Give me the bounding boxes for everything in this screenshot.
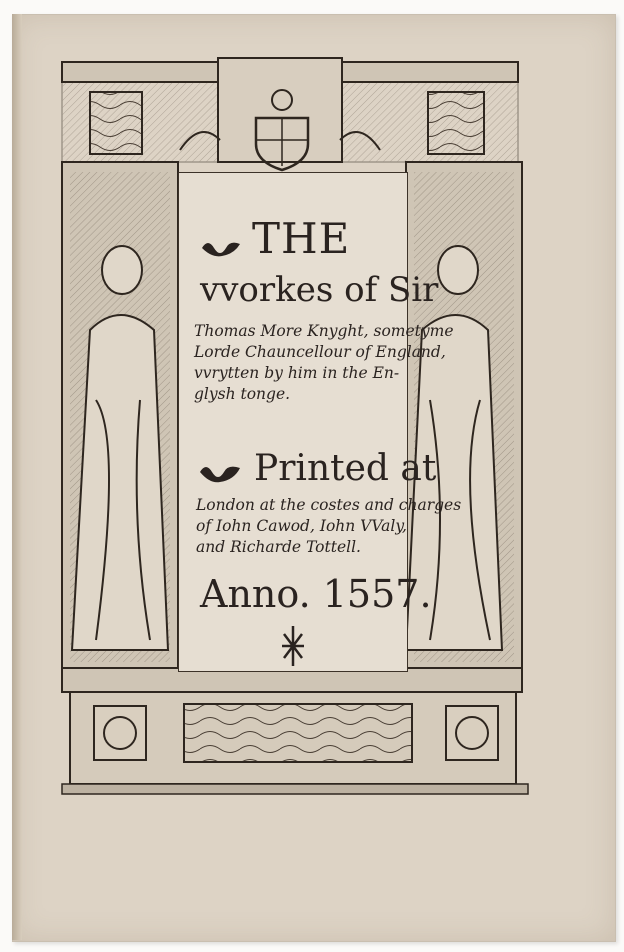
imprint-line: of Iohn Cawod, Iohn VValy, [196, 517, 407, 535]
imprint-heading: Printed at [254, 448, 437, 489]
fleuron-icon [198, 234, 246, 262]
publication-date: Anno. 1557. [200, 572, 432, 616]
title-the: THE [252, 214, 351, 263]
imprint-line: and Richarde Tottell. [196, 538, 361, 556]
fleuron-icon [196, 456, 248, 486]
subtitle-line: glysh tonge. [194, 385, 291, 403]
imprint-line: London at the costes and charges [196, 496, 462, 514]
printer-device-icon [278, 624, 308, 668]
title-works: vvorkes of Sir [200, 270, 439, 310]
subtitle-line: Thomas More Knyght, sometyme [194, 322, 454, 340]
subtitle-line: vvrytten by him in the En- [194, 364, 400, 382]
subtitle-line: Lorde Chauncellour of England, [194, 343, 446, 361]
